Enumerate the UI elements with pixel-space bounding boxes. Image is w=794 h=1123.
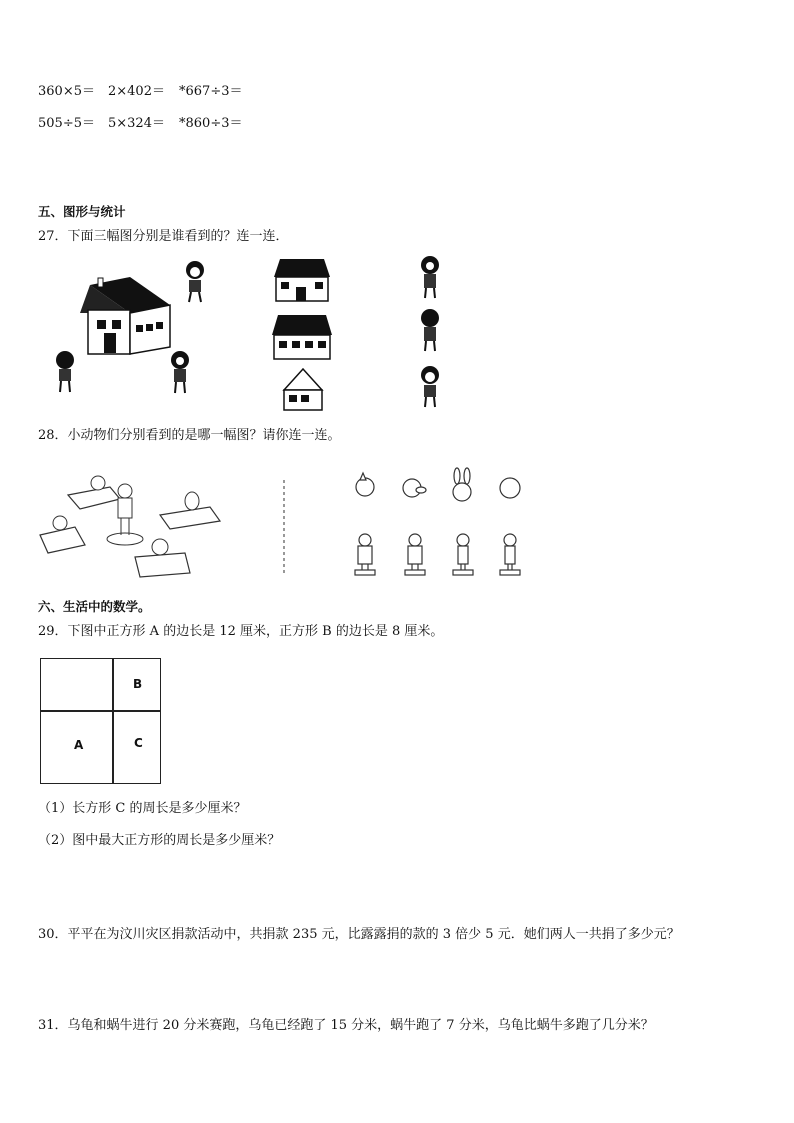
q27-child-views [410,255,450,415]
calc-item: 360×5＝ [38,84,95,99]
question-27: 27．下面三幅图分别是谁看到的？连一连． [38,229,289,244]
section-title: 六、生活中的数学。 [38,599,151,614]
q29-figure [40,658,161,784]
label-a: A [74,738,84,752]
q28-view-options [350,470,530,585]
q28-animal-scene [40,465,225,585]
question-31: 31．乌龟和蜗牛进行 20 分米赛跑，乌龟已经跑了 15 分米，蜗牛跑了 7 分米，乌龟比蜗牛多跑了几分米？ [38,1018,654,1033]
q27-house-views [270,255,335,415]
q27-house-scene [40,255,245,405]
calc-item: 505÷5＝ [38,116,95,131]
calc-item: *860÷3＝ [179,116,243,131]
q28-divider [282,480,286,575]
question-28: 28．小动物们分别看到的是哪一幅图？请你连一连。 [38,428,341,443]
label-b: B [133,677,143,691]
label-c: C [134,736,143,750]
question-29-part2: （2）图中最大正方形的周长是多少厘米？ [38,833,281,848]
calc-item: 2×402＝ [108,84,165,99]
question-29-part1: （1）长方形 C 的周长是多少厘米？ [38,801,247,816]
square-top-left [40,658,114,712]
calc-item: *667÷3＝ [179,84,243,99]
question-29: 29．下图中正方形 A 的边长是 12 厘米，正方形 B 的边长是 8 厘米。 [38,624,444,639]
question-30: 30．平平在为汶川灾区捐款活动中，共捐款 235 元，比露露捐的款的 3 倍少 5 元．她们两人一共捐了多少元？ [38,927,680,942]
section-title: 五、图形与统计 [38,204,126,219]
calc-item: 5×324＝ [108,116,165,131]
